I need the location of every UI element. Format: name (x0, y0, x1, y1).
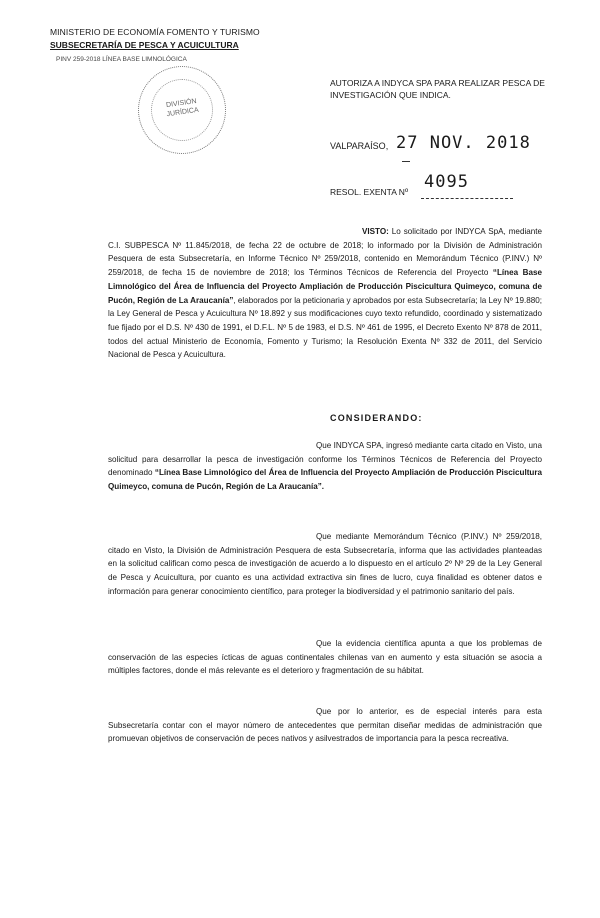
resolution-number-line (421, 198, 513, 199)
ministry-name: MINISTERIO DE ECONOMÍA FOMENTO Y TURISMO (50, 27, 260, 37)
considerando-paragraph-4: Que por lo anterior, es de especial interés para esta Subsecretaría contar con el mayor número de antecedentes que permitan diseñar medidas de administración que promuevan objetivos de conservación de peces nativos y asilvestrados de importancia para la pesca recreativa. (108, 707, 542, 744)
visto-text-2: , elaborados por la peticionaria y aprobados por esta Subsecretaría; la Ley Nº 19.880; la Ley General de Pesca y Acuicultura Nº 18.892 y sus modificaciones cuyo texto refundido, coordinado y sistematizado fue fijado por el D.S. Nº 430 de 1991, el D.F.L. Nº 5 de 1983, el D.S. Nº 461 de 1995, el Decreto Exento Nº 878 de 2011, todos del actual Ministerio de Economía, Fomento y Turismo; la Resolución Exenta Nº 332 de 2011, del Servicio Nacional de Pesca y Acuicultura. (108, 295, 542, 360)
considerando-1-project-name: “Línea Base Limnológico del Área de Influencia del Proyecto Ampliación de Producción Piscicultura Quimeyco, comuna de Pucón, Región de La Araucanía”. (108, 468, 542, 492)
visto-paragraph (108, 225, 542, 362)
resolution-number: 4095 (424, 172, 469, 192)
visto-project-name: “Línea Base Limnológico del Área de Influencia del Proyecto Ampliación de Producción Piscicultura Quimeyco, comuna de Pucón, Región de La Araucanía” (108, 268, 542, 305)
resolution-label: RESOL. EXENTA Nº (330, 187, 409, 197)
considerando-heading: CONSIDERANDO: (330, 413, 423, 423)
resolution-date: 27 NOV. 2018 (396, 133, 531, 153)
considerando-paragraph-3: Que la evidencia científica apunta a que los problemas de conservación de las especies ícticas de aguas continentales chilenas van en aumento y esta situación se asocia a múltiples factores, donde el más relevante es el deterioro y fragmentación de su hábitat. (108, 639, 542, 676)
considerando-1-text: Que INDYCA SPA, ingresó mediante carta citado en Visto, una solicitud para desarrollar la pesca de investigación conforme los Términos Técnicos de Referencia del Proyecto denominado (108, 441, 542, 478)
stamp-text: DIVISIÓN JURÍDICA (165, 97, 200, 119)
subsecretaria-name: SUBSECRETARÍA DE PESCA Y ACUICULTURA (50, 40, 239, 50)
considerando-paragraph-1 (108, 439, 542, 494)
official-stamp (138, 66, 226, 154)
document-reference: PINV 259-2018 LÍNEA BASE LIMNOLÓGICA (56, 56, 187, 63)
resolution-title: AUTORIZA A INDYCA SPA PARA REALIZAR PESCA DE INVESTIGACIÓN QUE INDICA. (330, 78, 545, 100)
dash-mark (402, 161, 410, 162)
visto-label: VISTO: (362, 227, 389, 236)
place-label: VALPARAÍSO, (330, 141, 389, 151)
considerando-paragraph-2: Que mediante Memorándum Técnico (P.INV.) Nº 259/2018, citado en Visto, la División de Administración Pesquera de esta Subsecretaría, informa que las actividades planteadas en la solicitud califican como pesca de investigación de acuerdo a lo dispuesto en el artículo 2º Nº 29 de la Ley General de Pesca y Acuicultura, por cuanto es una actividad extractiva sin fines de lucro, cuya finalidad es obtener datos e información para generar conocimiento científico, para proteger la biodiversidad y el patrimonio sanitario del país. (108, 532, 542, 596)
visto-text-1: Lo solicitado por INDYCA SpA, mediante C.I. SUBPESCA Nº 11.845/2018, de fecha 22 de octubre de 2018; lo informado por la División de Administración Pesquera de esta Subsecretaría, en Informe Técnico Nº 259/2018, contenido en Memorándum Técnico (P.INV.) Nº 259/2018, de fecha 15 de noviembre de 2018; los Términos Técnicos de Referencia del Proyecto (108, 227, 542, 278)
